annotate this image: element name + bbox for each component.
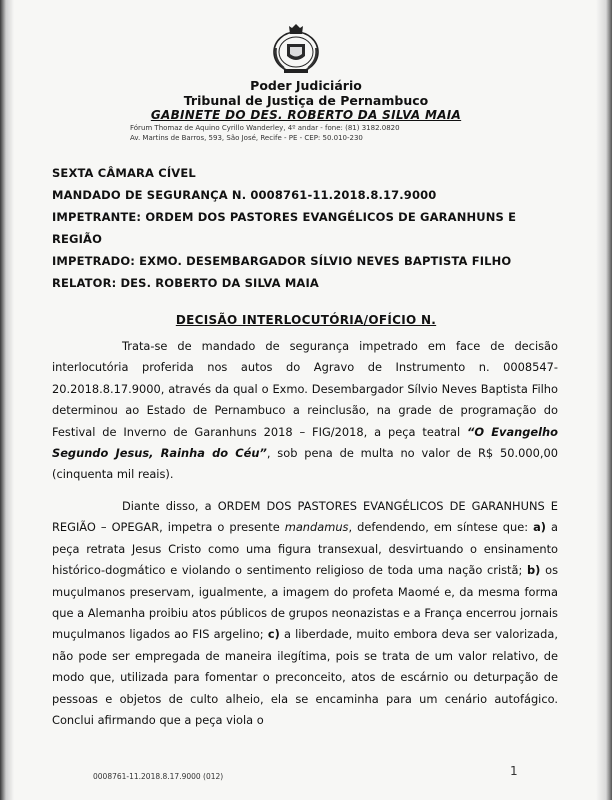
paragraph-2-text-e: a liberdade, muito embora deva ser valorizada, não pode ser empregada de maneira ilegítima, pois se trata de um valor relativo, de modo que, utilizada para fomentar o preconceito, atos de escárnio ou deturpação de pessoas e objetos de culto alheio, ela se encaminha para um cenário autofágico. Conclui afirmando que a peça viola o — [52, 627, 558, 728]
case-chamber: SEXTA CÂMARA CÍVEL — [52, 166, 196, 180]
paragraph-2 — [52, 496, 558, 731]
decision-title: DECISÃO INTERLOCUTÓRIA/OFÍCIO N. — [175, 313, 437, 327]
paragraph-2-text-d: os muçulmanos preservam, igualmente, a imagem do profeta Maomé e, da mesma forma que a Alemanha proibiu atos públicos de grupos neonazistas e a França encerrou jornais muçulmanos ligados ao FIS argelino; — [52, 563, 558, 642]
header-address-line1: Fórum Thomaz de Aquino Cyrillo Wanderley, 4º andar - fone: (81) 3182.0820 — [130, 124, 400, 132]
case-petitioner: IMPETRANTE: ORDEM DOS PASTORES EVANGÉLICOS DE GARANHUNS E — [52, 210, 517, 224]
header-chambers: GABINETE DO DES. ROBERTO DA SILVA MAIA — [150, 108, 462, 122]
header-address-line2: Av. Martins de Barros, 593, São José, Recife - PE - CEP: 50.010-230 — [130, 134, 363, 142]
item-c-marker: c) — [267, 627, 280, 642]
coat-of-arms-seal — [270, 24, 322, 76]
paragraph-1 — [52, 336, 558, 486]
play-title: “O Evangelho Segundo Jesus, Rainha do Céu” — [52, 424, 558, 461]
header-court-branch: Poder Judiciário — [250, 78, 362, 93]
item-a-marker: a) — [533, 520, 546, 535]
case-rapporteur: RELATOR: DES. ROBERTO DA SILVA MAIA — [52, 276, 319, 290]
paragraph-1-text-a: Trata-se de mandado de segurança impetrado em face de decisão interlocutória proferida nos autos do Agravo de Instrumento n. 0008547-20.2018.8.17.9000, através da qual o Exmo. Desembargador Sílvio Neves Baptista Filho determinou ao Estado de Pernambuco a reinclusão, na grade de programação do Festival de Inverno de Garanhuns 2018 – FIG/2018, a peça teatral — [52, 339, 558, 439]
case-respondent: IMPETRADO: EXMO. DESEMBARGADOR SÍLVIO NEVES BAPTISTA FILHO — [52, 254, 512, 268]
paragraph-2-text-a: Diante disso, a ORDEM DOS PASTORES EVANGÉLICOS DE GARANHUNS E REGIÃO – OPEGAR, impetra o presente — [52, 499, 558, 535]
paragraph-2-text-c: a peça retrata Jesus Cristo como uma figura transexual, desvirtuando o ensinamento histórico-dogmático e violando o sentimento religioso de toda uma nação cristã; — [52, 520, 558, 578]
header-court-name: Tribunal de Justiça de Pernambuco — [183, 93, 429, 108]
paragraph-2-text-b: , defendendo, em síntese que: — [348, 520, 534, 535]
case-writ-number: MANDADO DE SEGURANÇA N. 0008761-11.2018.8.17.9000 — [52, 188, 437, 202]
paragraph-1-text-b: , sob pena de multa no valor de R$ 50.000,00 (cinquenta mil reais). — [52, 446, 558, 482]
page-number: 1 — [510, 764, 518, 778]
item-b-marker: b) — [527, 563, 541, 578]
mandamus-term: mandamus — [284, 520, 349, 535]
footer-document-code: 0008761-11.2018.8.17.9000 (012) — [93, 772, 224, 781]
case-petitioner-cont: REGIÃO — [52, 232, 103, 246]
